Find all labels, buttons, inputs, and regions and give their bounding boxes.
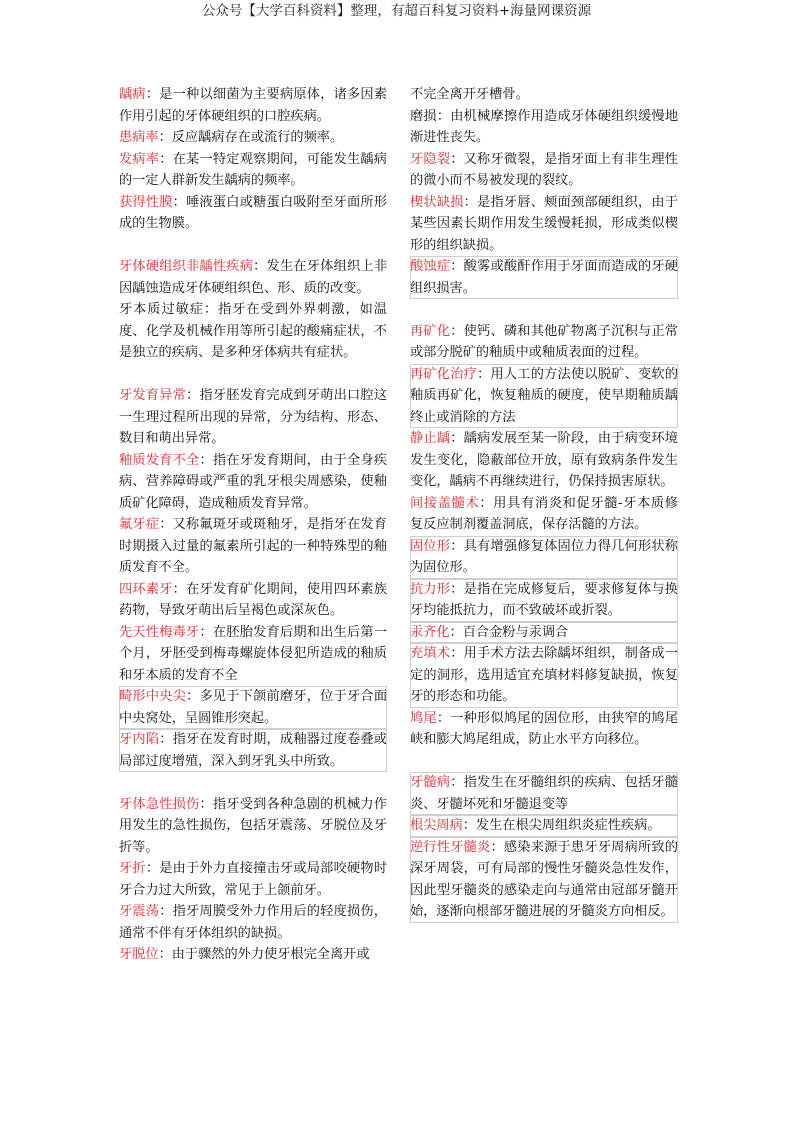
entry-definition: ：在某一特定观察期间，可能发生龋病的一定人群新发生龋病的频率。 — [119, 151, 387, 188]
entry-definition: ：反应龋病存在或流行的频率。 — [158, 130, 344, 145]
glossary-entry — [119, 901, 387, 944]
entry-term: 再矿化治疗 — [410, 366, 478, 382]
entry-term: 鸠尾 — [410, 710, 437, 726]
entry-definition: ：在牙发育矿化期间，使用四环素族药物，导致牙萌出后呈褐色或深灰色。 — [119, 581, 388, 618]
glossary-entry — [410, 536, 678, 579]
left-column — [119, 84, 387, 966]
entry-term: 充填术 — [410, 646, 451, 661]
entry-term: 龋病 — [119, 87, 146, 102]
glossary-entry — [410, 256, 678, 299]
entry-definition: ：唾液蛋白或糖蛋白吸附至牙面所形成的生物膜。 — [119, 194, 388, 231]
entry-definition: ：指牙周膜受外力作用后的轻度损伤，通常不伴有牙体组织的缺损。 — [119, 904, 387, 941]
entry-definition: ：指牙受到各种急剧的机械力作用发生的急性损伤，包括牙震荡、牙脱位及牙折等。 — [119, 796, 388, 855]
glossary-entry — [410, 149, 678, 192]
entry-term: 牙脱位 — [119, 947, 159, 962]
glossary-entry — [119, 944, 387, 966]
entry-term: 汞齐化 — [410, 624, 450, 640]
glossary-entry — [119, 149, 387, 192]
glossary-entry — [119, 514, 387, 579]
entry-definition: ：发生在根尖周组织炎症性疾病。 — [462, 818, 661, 833]
entry-definition: ：使钙、磷和其他矿物离子沉积与正常或部分脱矿的釉质中或釉质表面的过程。 — [410, 323, 678, 360]
entry-term: 牙发育异常 — [119, 388, 187, 403]
entry-definition: ：是一种以细菌为主要病原体，诸多因素作用引起的牙体硬组织的口腔疾病。 — [119, 87, 388, 124]
entry-definition: ：用具有消炎和促牙髓-牙本质修复反应制剂覆盖洞底，保存活髓的方法。 — [410, 495, 678, 532]
glossary-entry — [410, 364, 678, 429]
entry-term: 获得性膜 — [119, 194, 173, 210]
entry-term: 先天性梅毒牙 — [119, 624, 200, 640]
glossary-entry — [119, 622, 387, 687]
entry-term: 牙体急性损伤 — [119, 796, 200, 812]
entry-term: 釉质发育不全 — [119, 452, 200, 468]
entry-definition: ：用人工的方法使以脱矿、变软的釉质再矿化，恢复釉质的硬度，使早期釉质龋终止或消除的方法 — [410, 366, 679, 425]
entry-term: 畸形中央尖 — [119, 689, 187, 704]
entry-definition: ：指牙胚发育完成到牙萌出口腔这一生理过程所出现的异常，分为结构、形态、数目和萌出异常。 — [119, 388, 388, 446]
entry-definition: ：多见于下颌前磨牙，位于牙合面中央窝处，呈圆锥形突起。 — [119, 689, 388, 726]
glossary-entry — [119, 686, 387, 729]
entry-term: 再矿化 — [410, 323, 451, 339]
glossary-entry — [410, 837, 678, 923]
entry-definition: ：又称牙微裂，是指牙面上有非生理性的微小而不易被发现的裂纹。 — [410, 151, 678, 188]
entry-term: 静止龋 — [410, 431, 451, 446]
entry-definition: ：用手术方法去除龋坏组织，制备成一定的洞形，选用适宜充填材料修复缺损，恢复牙的形态和功能。 — [410, 646, 678, 704]
glossary-entry — [410, 622, 678, 644]
entry-term: 抗力形 — [410, 581, 451, 597]
glossary-entry — [410, 84, 678, 106]
entry-definition: ：酸雾或酸酐作用于牙面而造成的牙硬组织损害。 — [410, 259, 678, 296]
entry-term: 牙体硬组织非龋性疾病 — [119, 259, 254, 274]
entry-term: 牙髓病 — [410, 775, 451, 790]
glossary-entry — [410, 708, 678, 751]
glossary-entry — [119, 84, 387, 127]
entry-definition: ：发生在牙体组织上非因龋蚀造成牙体硬组织色、形、质的改变。 — [119, 259, 388, 296]
glossary-entry — [410, 321, 678, 364]
glossary-entry — [410, 772, 678, 815]
entry-term: 逆行性牙髓炎 — [410, 839, 491, 855]
entry-term: 牙内陷 — [119, 732, 160, 747]
entry-definition: ：是指在完成修复后，要求修复体与换牙均能抵抗力，而不致破坏或折裂。 — [410, 581, 678, 618]
glossary-entry — [410, 643, 678, 708]
entry-term: 患病率 — [119, 130, 159, 145]
entry-term: 楔状缺损 — [410, 194, 464, 210]
glossary-entry — [410, 579, 678, 622]
glossary-entry — [119, 794, 387, 859]
entry-term: 牙隐裂 — [410, 151, 451, 167]
entry-definition: 不完全离开牙槽骨。 — [410, 87, 529, 102]
entry-term: 氟牙症 — [119, 517, 160, 532]
entry-definition: ：是指牙唇、颊面颈部硬组织，由于某些因素长期作用发生缓慢耗损，形成类似楔形的组织缺损。 — [410, 194, 679, 253]
entry-definition: ：是由于外力直接撞击牙或局部咬硬物时牙合力过大所致，常见于上颌前牙。 — [119, 861, 388, 898]
entry-term: 根尖周病 — [410, 818, 463, 833]
glossary-entry — [119, 579, 387, 622]
entry-definition: ：感染来源于患牙牙周病所致的深牙周袋，可有局部的慢性牙髓炎急性发作，因此型牙髓炎的感染走向与通常由冠部牙髓开始，逐渐向根部牙髓进展的牙髓炎方向相反。 — [410, 839, 679, 919]
entry-definition: ：由机械摩擦作用造成牙体硬组织缓慢地渐进性丧失。 — [410, 108, 679, 145]
glossary-entry — [410, 192, 678, 257]
glossary-entry — [119, 450, 387, 515]
entry-definition: ：百合金粉与汞调合 — [449, 624, 569, 640]
entry-definition: ：一种形似鸠尾的固位形，由狭窄的鸠尾峡和膨大鸠尾组成，防止水平方向移位。 — [410, 710, 679, 747]
entry-term: 四环素牙 — [119, 581, 173, 597]
entry-term: 牙折 — [119, 861, 146, 876]
entry-term: 间接盖髓术 — [410, 495, 480, 511]
entry-definition: ：指牙在发育时期，成釉器过度卷叠或局部过度增殖，深入到牙乳头中所致。 — [119, 732, 387, 769]
entry-definition: ：在胚胎发育后期和出生后第一个月，牙胚受到梅毒螺旋体侵犯所造成的釉质和牙本质的发育不全 — [119, 624, 388, 683]
glossary-entry — [119, 256, 387, 299]
entry-definition: ：指发生在牙髓组织的疾病、包括牙髓炎、牙髓坏死和牙髓退变等 — [410, 775, 678, 812]
glossary-entry — [119, 127, 387, 149]
entry-definition: ：具有增强修复体固位力得几何形状称为固位形。 — [410, 538, 678, 575]
glossary-entry — [119, 299, 387, 364]
glossary-entry — [410, 493, 678, 536]
entry-term: 酸蚀症 — [410, 259, 451, 274]
glossary-entry — [119, 858, 387, 901]
entry-term: 发病率 — [119, 151, 160, 167]
glossary-entry — [119, 729, 387, 772]
glossary-entry — [119, 385, 387, 450]
entry-definition: ：由于骤然的外力使牙根完全离开或 — [158, 947, 370, 962]
entry-term: 固位形 — [410, 538, 451, 554]
entry-term: 牙震荡 — [119, 904, 160, 919]
entry-definition: ：龋病发展至某一阶段，由于病变环境发生变化，隐蔽部位开放，原有致病条件发生变化，龋病不再继续进行，仍保持损害原状。 — [410, 431, 678, 489]
entry-definition: ：指牙在受到外界刺激，如温度、化学及机械作用等所引起的酸痛症状，不是独立的疾病、是多种牙体病共有症状。 — [119, 302, 387, 360]
glossary-entry — [119, 192, 387, 235]
page-header: 公众号【大学百科资料】整理，有超百科复习资料+海量网课资源 — [201, 3, 592, 19]
right-column — [410, 84, 678, 923]
entry-term: 磨损 — [410, 108, 437, 124]
entry-term: 牙本质过敏症 — [119, 302, 204, 317]
glossary-entry — [410, 815, 678, 837]
entry-definition: ：指在牙发育期间，由于全身疾病、营养障碍或严重的乳牙根尖周感染，使釉质矿化障碍，造成釉质发育异常。 — [119, 452, 388, 511]
glossary-entry — [410, 428, 678, 493]
glossary-entry — [410, 106, 678, 149]
entry-definition: ：又称氟斑牙或斑釉牙，是指牙在发育时期摄入过量的氟素所引起的一种特殊型的釉质发育不全。 — [119, 517, 387, 575]
